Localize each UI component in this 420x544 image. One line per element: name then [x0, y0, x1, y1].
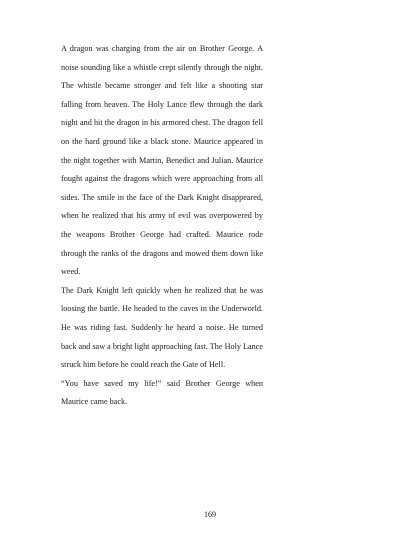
page-number: 169 [204, 510, 216, 519]
paragraph-dark-knight-flees: The Dark Knight left quickly when he realized that he was loosing the battle. He headed to the caves in the Underworld. He was riding fast. Suddenly he heard a noise. He turned back and saw a bright light approaching fast. The Holy Lance struck him before he could reach the Gate of Hell. [61, 285, 263, 370]
paragraph-saved-life: “You have saved my life!” said Brother George when Maurice came back. [61, 378, 263, 407]
body-text [61, 40, 263, 412]
paragraph-dragon-attack: A dragon was charging from the air on Brother George. A noise sounding like a whistle crept silently through the night. The whistle became stronger and felt like a shooting star falling from heaven. The Holy Lance flew through the dark night and hit the dragon in his armored chest. The dragon fell on the hard ground like a black stone. Maurice appeared in the night together with Martin, Benedict and Julian. Maurice fought against the dragons which were approaching from all sides. The smile in the face of the Dark Knight disappeared, when he realized that his army of evil was overpowered by the weapons Brother George had crafted. Maurice rode through the ranks of the dragons and mowed them down like weed. [61, 44, 263, 277]
